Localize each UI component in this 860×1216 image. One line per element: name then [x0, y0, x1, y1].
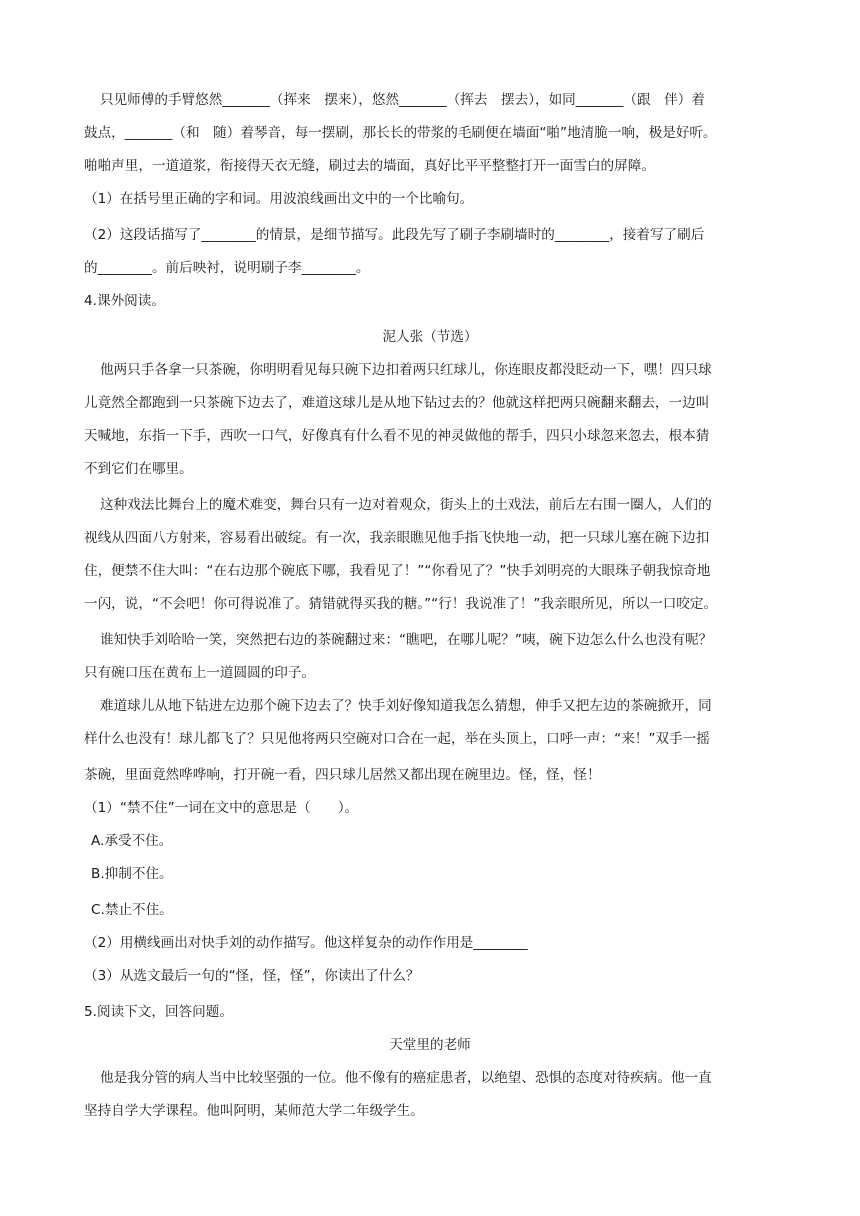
- option-c: C.禁止不住。: [91, 902, 173, 918]
- text-line: 一闪，说，“不会吧！你可得说准了。猜错就得买我的糖。”“行！我说准了！”我亲眼所见，所以一口咬定。: [84, 596, 718, 612]
- text-line: 不到它们在哪里。: [84, 461, 193, 477]
- text-line: 这种戏法比舞台上的魔术难变，舞台只有一边对着观众，街头上的土戏法，前后左右围一圈人，人们的: [100, 497, 712, 513]
- text-line: 坚持自学大学课程。他叫阿明，某师范大学二年级学生。: [84, 1103, 424, 1119]
- text-line: 只见师傅的手臂悠然_______（挥来 摆来），悠然_______（挥去 摆去），如同_______（跟 伴）着: [100, 92, 705, 108]
- text-line: 谁知快手刘哈哈一笑，突然把右边的茶碗翻过来：“瞧吧，在哪儿呢？”咦，碗下边怎么什么也没有呢？: [100, 632, 713, 648]
- section-heading: 5.阅读下文，回答问题。: [84, 1004, 233, 1020]
- passage-title: 天堂里的老师: [389, 1037, 471, 1053]
- text-line: 他两只手各拿一只茶碗，你明明看见每只碗下边扣着两只红球儿，你连眼皮都没眨动一下，嘿！四只球: [100, 362, 712, 378]
- question-line: （2）这段话描写了________的情景，是细节描写。此段先写了刷子李刷墙时的________，接着写了刷后: [84, 227, 705, 243]
- question-line: （1）在括号里正确的字和词。用波浪线画出文中的一个比喻句。: [84, 191, 474, 207]
- question-line: （1）“禁不住”一词在文中的意思是（ ）。: [84, 800, 359, 816]
- question-line: （2）用横线画出对快手刘的动作描写。他这样复杂的动作作用是________: [84, 935, 528, 951]
- text-line: 天喊地，东指一下手，西吹一口气，好像真有什么看不见的神灵做他的帮手，四只小球忽来忽去，根本猜: [84, 428, 710, 444]
- text-line: 他是我分管的病人当中比较坚强的一位。他不像有的癌症患者，以绝望、恐惧的态度对待疾病。他一直: [100, 1070, 712, 1086]
- text-line: 茶碗，里面竟然哗哗响，打开碗一看，四只球儿居然又都出现在碗里边。怪，怪，怪！: [84, 767, 601, 783]
- text-line: 样什么也没有！球儿都飞了？只见他将两只空碗对口合在一起，举在头顶上，口呼一声：“来！”双手一摇: [84, 731, 710, 747]
- text-line: 难道球儿从地下钻进左边那个碗下边去了？快手刘好像知道我怎么猜想，伸手又把左边的茶碗掀开，同: [100, 698, 712, 714]
- text-line: 的________。前后映衬，说明刷子李________。: [84, 260, 370, 276]
- text-line: 只有碗口压在黄布上一道圆圆的印子。: [84, 665, 316, 681]
- text-line: 儿竟然全都跑到一只茶碗下边去了，难道这球儿是从地下钻过去的？他就这样把两只碗翻来翻去，一边叫: [84, 395, 710, 411]
- text-line: 视线从四面八方射来，容易看出破绽。有一次，我亲眼瞧见他手指飞快地一动，把一只球儿塞在碗下边扣: [84, 530, 710, 546]
- text-line: 鼓点，_______（和 随）着琴音，每一摆刷，那长长的带浆的毛刷便在墙面“啪”地清脆一响，极是好听。: [84, 125, 717, 141]
- question-line: （3）从选文最后一句的“怪，怪，怪”，你读出了什么？: [84, 968, 420, 984]
- option-b: B.抑制不住。: [91, 866, 173, 882]
- section-heading: 4.课外阅读。: [84, 293, 165, 309]
- text-line: 啪啪声里，一道道浆，衔接得天衣无缝，刷过去的墙面，真好比平平整整打开一面雪白的屏障。: [84, 158, 655, 174]
- option-a: A.承受不住。: [91, 833, 173, 849]
- text-line: 住，便禁不住大叫：“在右边那个碗底下哪，我看见了！”“你看见了？”快手刘明亮的大眼珠子朝我惊奇地: [84, 563, 711, 579]
- passage-title: 泥人张（节选）: [382, 329, 478, 345]
